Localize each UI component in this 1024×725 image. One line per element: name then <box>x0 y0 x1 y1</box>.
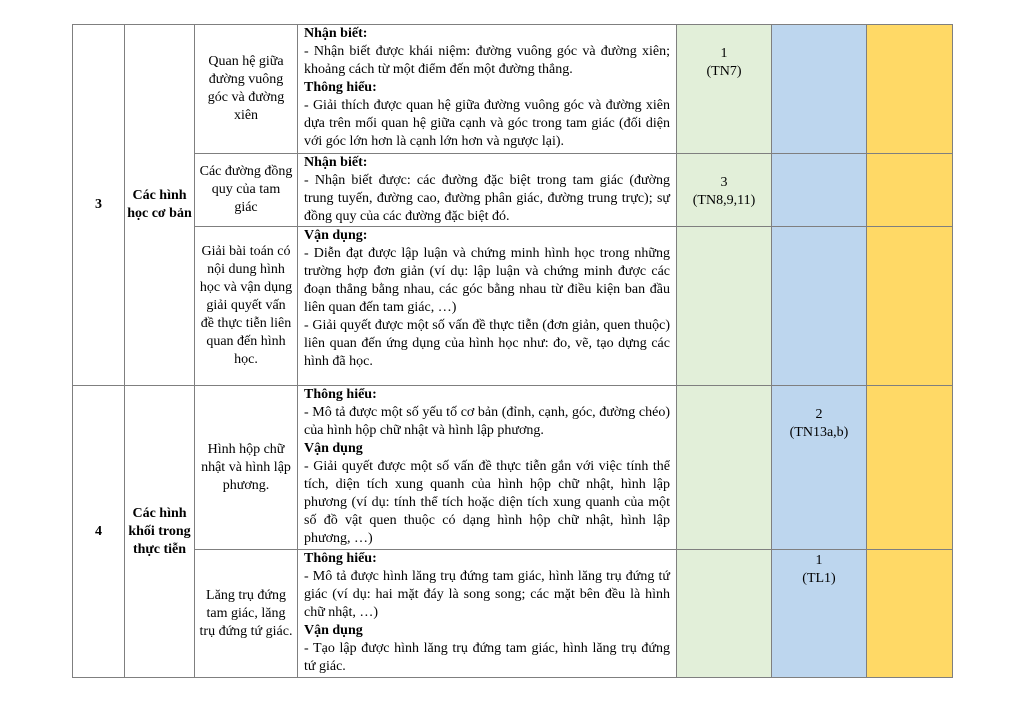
level-label: Thông hiểu: <box>304 80 377 95</box>
table-row <box>73 154 953 227</box>
table-row <box>73 386 953 550</box>
van-dung-cell <box>867 25 953 154</box>
requirement-line: - Nhận biết được khái niệm: đường vuông góc và đường xiên; khoảng cách từ một điểm đến một đường thẳng. <box>304 44 670 77</box>
requirement-line: - Giải quyết được một số vấn đề thực tiễn (đơn giản, quen thuộc) liên quan đến ứng dụng của hình học như: đo, vẽ, tạo dựng các hình đã học. <box>304 318 670 369</box>
topic-cell: Các hình khối trong thực tiễn <box>125 386 195 678</box>
level-label: Vận dụng <box>304 623 363 638</box>
question-code: (TN7) <box>706 64 742 79</box>
requirement-line: - Mô tả được hình lăng trụ đứng tam giác, hình lăng trụ đứng tứ giác (ví dụ: hai mặt đáy là song song; các mặt bên đều là hình chữ nhật, …) <box>304 569 670 620</box>
thong-hieu-cell <box>772 386 867 550</box>
unit-cell: Quan hệ giữa đường vuông góc và đường xiên <box>195 25 298 154</box>
unit-cell: Các đường đồng quy của tam giác <box>195 154 298 227</box>
stt-cell: 3 <box>73 25 125 386</box>
van-dung-cell <box>867 386 953 550</box>
requirement-line: - Giải quyết được một số vấn đề thực tiễn gắn với việc tính thể tích, diện tích xung quanh của hình hộp chữ nhật, hình lập phương (ví dụ: tính thể tích hoặc diện tích xung quanh của một số đồ vật quen thuộc có dạng hình hộp chữ nhật, hình lập phương, …) <box>304 459 670 546</box>
nhan-biet-cell <box>677 550 772 678</box>
level-label: Vận dụng: <box>304 228 368 243</box>
requirement-cell <box>298 550 677 678</box>
table-row <box>73 25 953 154</box>
requirement-cell <box>298 154 677 227</box>
van-dung-cell <box>867 154 953 227</box>
level-label: Nhận biết: <box>304 26 368 41</box>
question-count: 2 <box>815 407 823 422</box>
question-code: (TL1) <box>802 571 836 586</box>
level-label: Thông hiểu: <box>304 551 377 566</box>
van-dung-cell <box>867 550 953 678</box>
level-label: Nhận biết: <box>304 155 368 170</box>
matrix-table <box>72 24 953 678</box>
question-count: 3 <box>720 175 728 190</box>
van-dung-cell <box>867 227 953 386</box>
question-count: 1 <box>815 553 823 568</box>
question-code: (TN8,9,11) <box>692 193 756 208</box>
level-label: Thông hiểu: <box>304 387 377 402</box>
requirement-line: - Mô tả được một số yếu tố cơ bản (đỉnh, cạnh, góc, đường chéo) của hình hộp chữ nhật và hình lập phương. <box>304 405 670 438</box>
topic-cell: Các hình học cơ bản <box>125 25 195 386</box>
requirement-cell <box>298 227 677 386</box>
thong-hieu-cell <box>772 154 867 227</box>
thong-hieu-cell <box>772 550 867 678</box>
table-row <box>73 550 953 678</box>
unit-cell: Lăng trụ đứng tam giác, lăng trụ đứng tứ giác. <box>195 550 298 678</box>
thong-hieu-cell <box>772 227 867 386</box>
question-count: 1 <box>720 46 728 61</box>
requirement-line: - Tạo lập được hình lăng trụ đứng tam giác, hình lăng trụ đứng tứ giác. <box>304 641 670 674</box>
nhan-biet-cell <box>677 154 772 227</box>
requirement-line: - Nhận biết được: các đường đặc biệt trong tam giác (đường trung tuyến, đường cao, đường phân giác, đường trung trực); sự đồng quy của các đường đặc biệt đó. <box>304 173 670 224</box>
thong-hieu-cell <box>772 25 867 154</box>
level-label: Vận dụng <box>304 441 363 456</box>
table-row <box>73 227 953 386</box>
nhan-biet-cell <box>677 25 772 154</box>
nhan-biet-cell <box>677 386 772 550</box>
requirement-line: - Giải thích được quan hệ giữa đường vuông góc và đường xiên dựa trên mối quan hệ giữa cạnh và góc trong tam giác (đối diện với góc lớn hơn là cạnh lớn hơn và ngược lại). <box>304 98 670 149</box>
question-code: (TN13a,b) <box>789 425 849 440</box>
unit-cell: Hình hộp chữ nhật và hình lập phương. <box>195 386 298 550</box>
stt-cell: 4 <box>73 386 125 678</box>
requirement-cell <box>298 25 677 154</box>
unit-cell: Giải bài toán có nội dung hình học và vận dụng giải quyết vấn đề thực tiễn liên quan đến hình học. <box>195 227 298 386</box>
requirement-cell <box>298 386 677 550</box>
nhan-biet-cell <box>677 227 772 386</box>
requirement-line: - Diễn đạt được lập luận và chứng minh hình học trong những trường hợp đơn giản (ví dụ: lập luận và chứng minh được các đoạn thẳng bằng nhau, các góc bằng nhau từ điều kiện ban đầu liên quan đến tam giác, …) <box>304 246 670 315</box>
